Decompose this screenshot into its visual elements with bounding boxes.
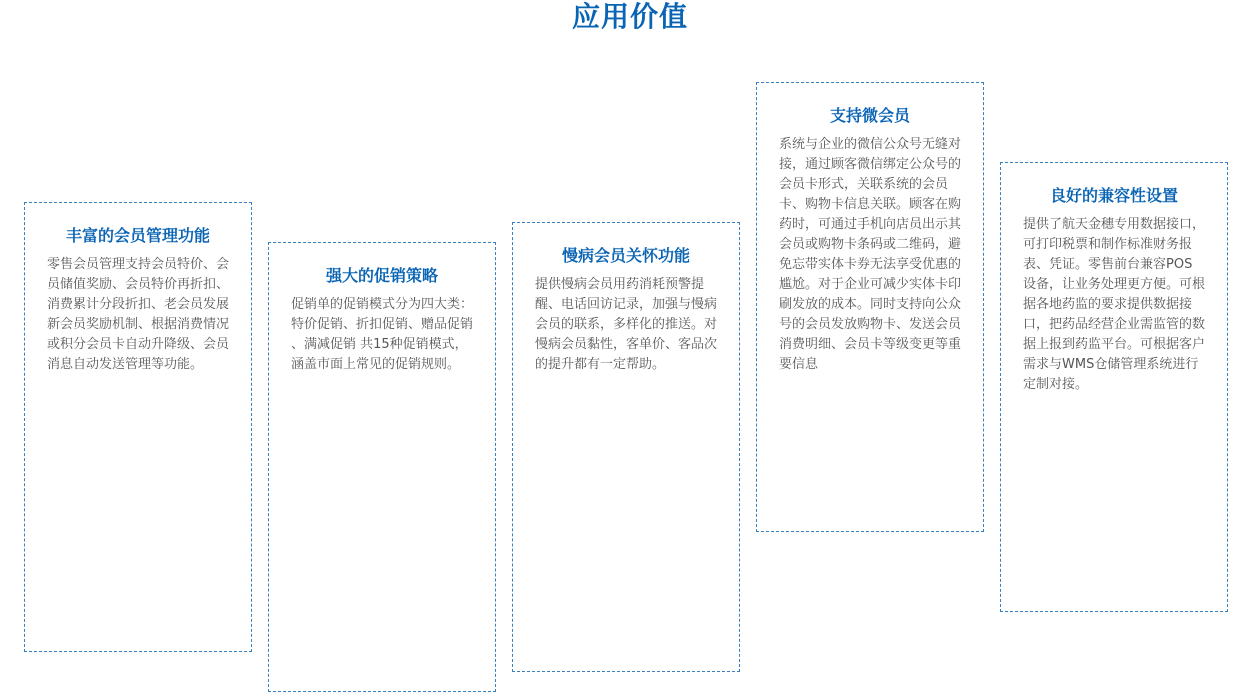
card-title: 丰富的会员管理功能	[65, 226, 210, 245]
card-description: 提供慢病会员用药消耗预警提醒、电话回访记录，加强与慢病会员的联系，多样化的推送。对慢病会员黏性，客单价、客品次的提升都有一定帮助。	[535, 277, 718, 372]
card-title: 支持微会员	[829, 106, 910, 125]
card-title: 慢病会员关怀功能	[561, 246, 690, 265]
card-title: 良好的兼容性设置	[1049, 186, 1178, 205]
card-chronic-care	[512, 222, 740, 672]
card-description: 零售会员管理支持会员特价、会员储值奖励、会员特价再折扣、消费累计分段折扣、老会员发展新会员奖励机制、根据消费情况或积分会员卡自动升降级、会员消息自动发送管理等功能。	[47, 257, 230, 372]
page-title: 应用价值	[571, 0, 688, 33]
card-description: 系统与企业的微信公众号无缝对接，通过顾客微信绑定公众号的会员卡形式，关联系统的会员卡、购物卡信息关联。顾客在购药时，可通过手机向店员出示其会员或购物卡条码或二维码，避免忘带实体卡券无法享受优惠的尴尬。对于企业可减少实体卡印刷发放的成本。同时支持向公众号的会员发放购物卡、发送会员消费明细、会员卡等级变更等重要信息	[779, 137, 962, 372]
card-description: 促销单的促销模式分为四大类：特价促销、折扣促销、赠品促销 、满减促销 共15种促销模式，涵盖市面上常见的促销规则。	[291, 297, 474, 372]
card-member-management	[24, 202, 252, 652]
card-title: 强大的促销策略	[325, 266, 438, 285]
card-promotion-strategy	[268, 242, 496, 692]
card-description: 提供了航天金穗专用数据接口，可打印税票和制作标准财务报表、凭证。零售前台兼容POS设备，让业务处理更方便。可根据各地药监的要求提供数据接口，把药品经营企业需监管的数据上报到药监平台。可根据客户需求与WMS仓储管理系统进行定制对接。	[1023, 217, 1206, 392]
card-wechat-member	[756, 82, 984, 532]
card-compatibility	[1000, 162, 1228, 612]
